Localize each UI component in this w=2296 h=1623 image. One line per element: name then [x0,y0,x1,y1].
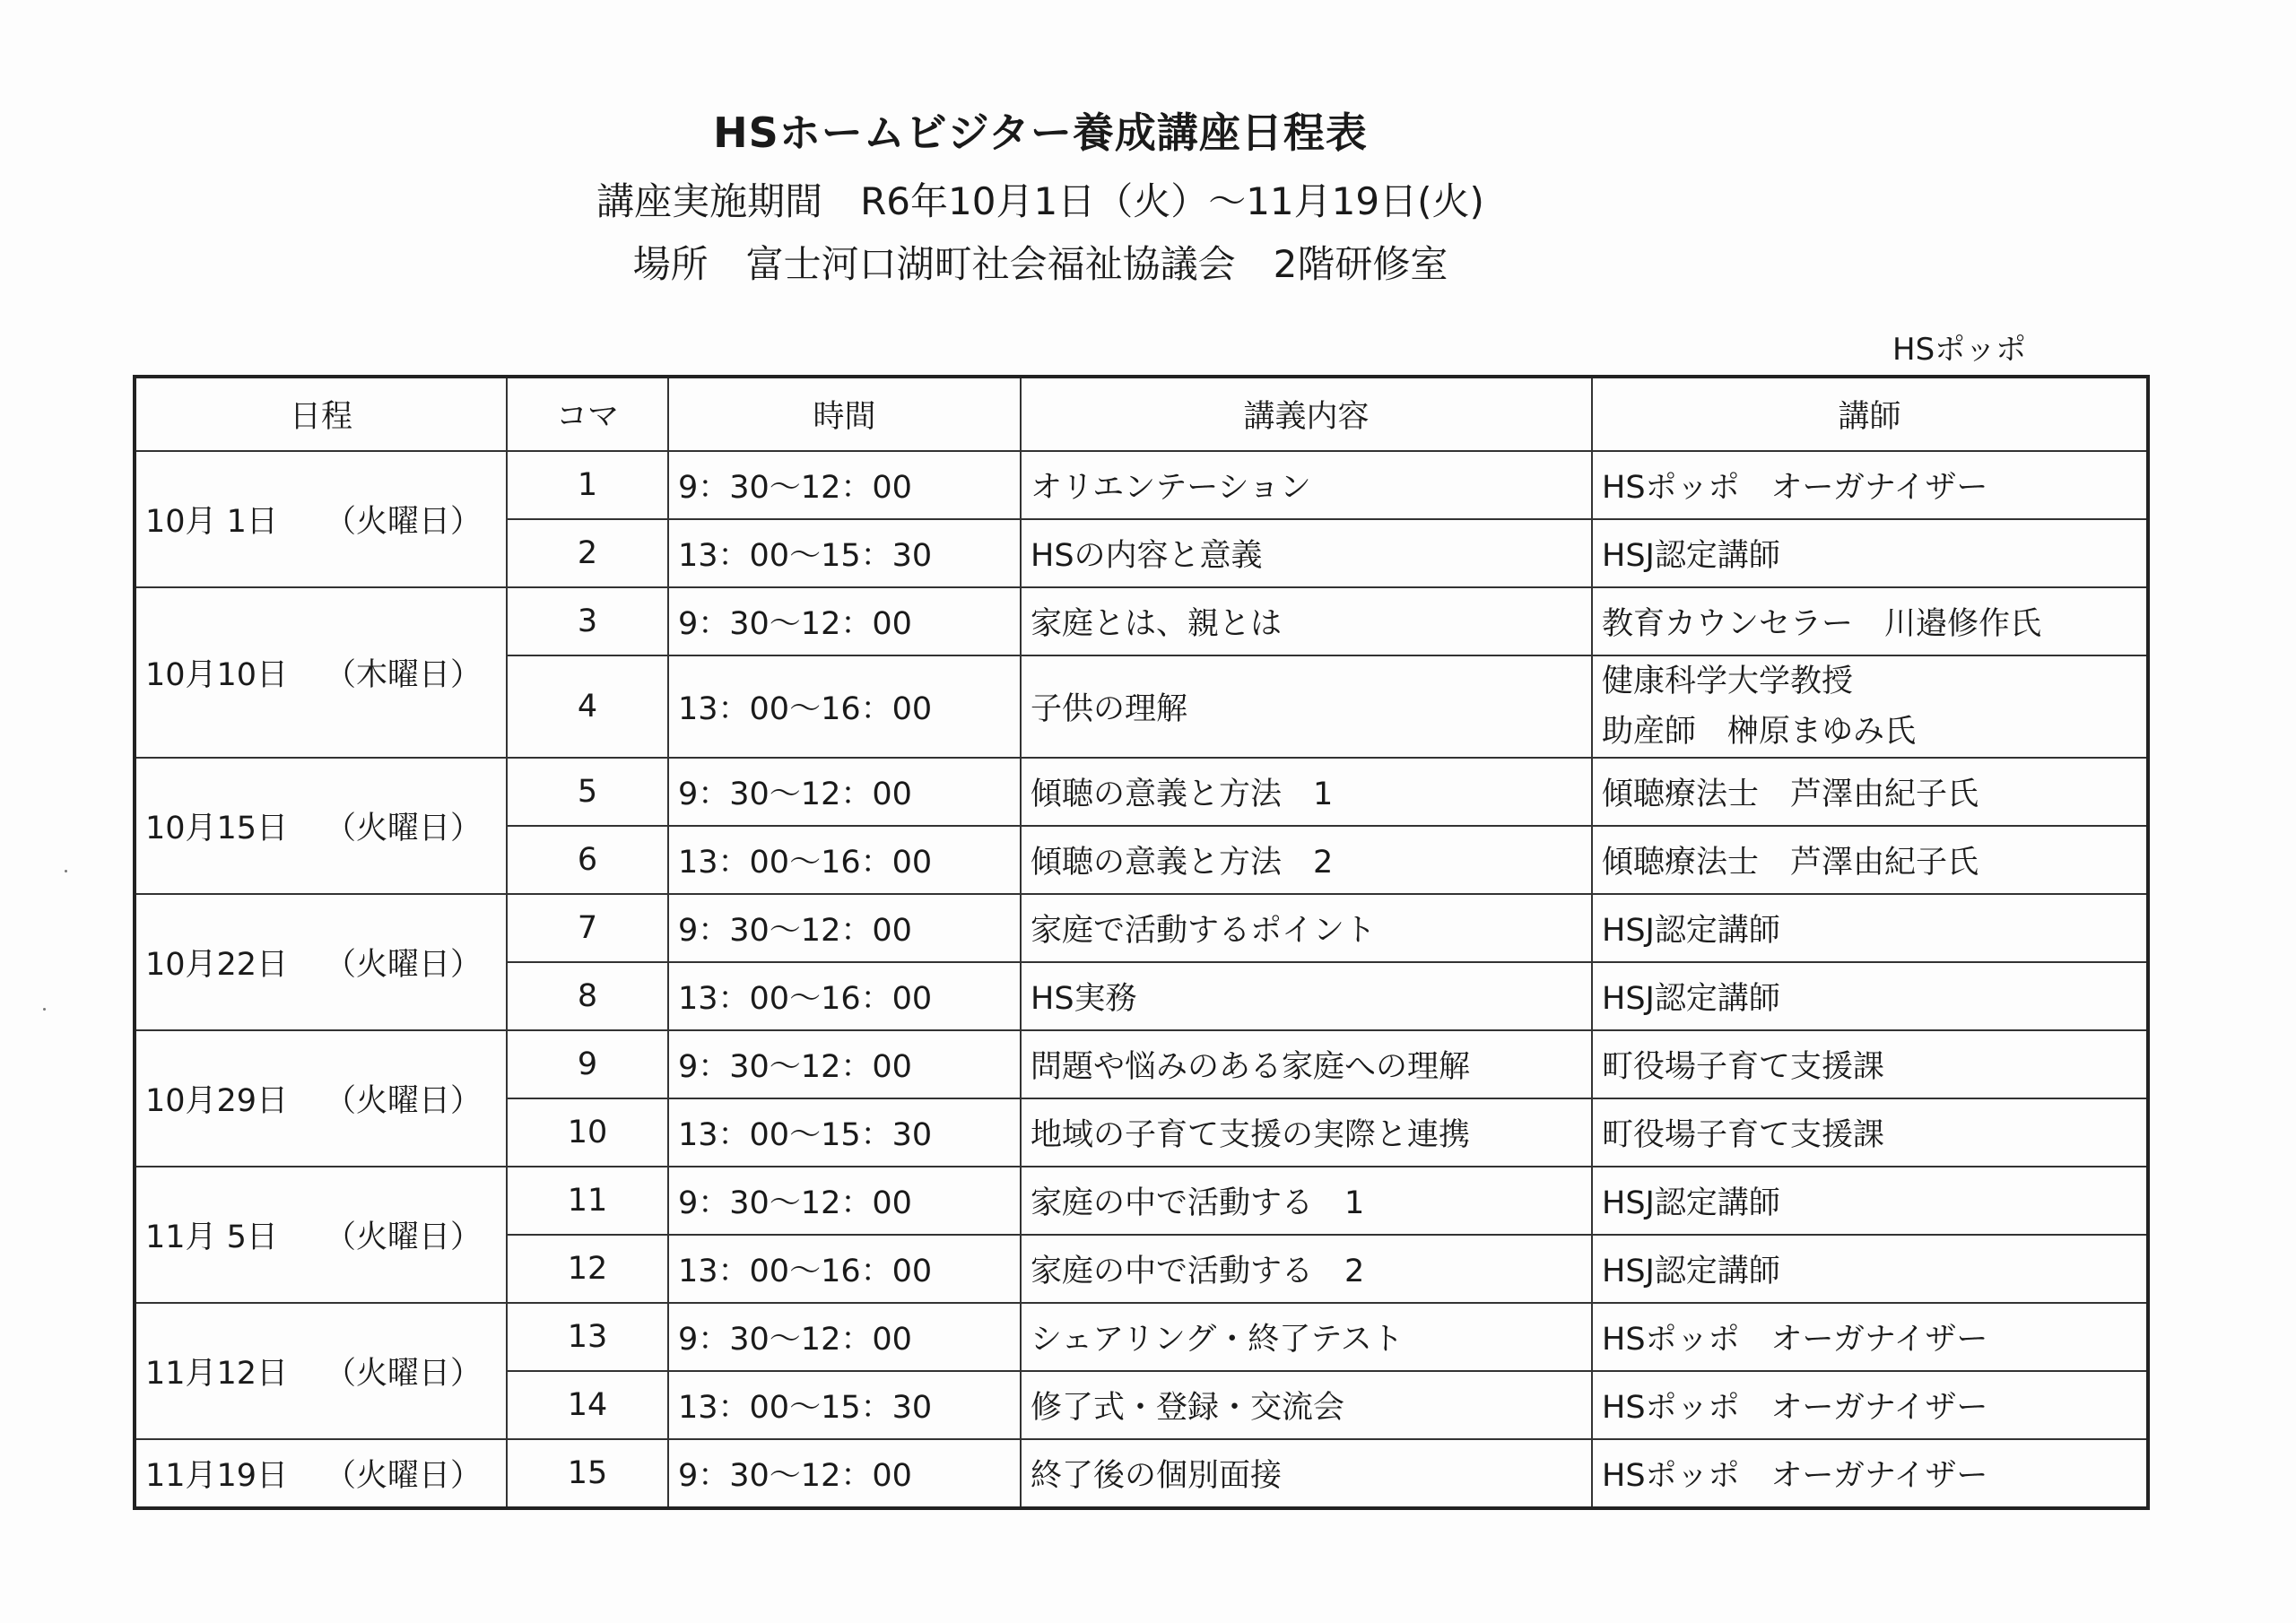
koma-cell: 10 [507,1098,668,1167]
table-row [135,1030,2148,1098]
weekday-text: （火曜日） [325,1083,483,1119]
organizer-name: HSポッポ [1892,332,2027,368]
koma-cell: 6 [507,826,668,894]
teacher-cell: HSJ認定講師 [1592,1235,2148,1303]
date-cell [135,1303,507,1439]
time-cell: 9：30～12：00 [668,894,1021,962]
content-cell: 修了式・登録・交流会 [1021,1371,1592,1439]
weekday-text: （火曜日） [325,947,483,983]
date-text: 11月19日 [145,1458,289,1494]
table-row [135,758,2148,826]
date-cell [135,1439,507,1508]
teacher-cell: 傾聴療法士 芦澤由紀子氏 [1592,758,2148,826]
content-cell: HS実務 [1021,962,1592,1030]
date-text: 10月29日 [145,1083,289,1119]
time-cell: 13：00～15：30 [668,1098,1021,1167]
teacher-cell: 教育カウンセラー 川邉修作氏 [1592,587,2148,655]
table-row [135,1167,2148,1235]
teacher-cell: HSポッポ オーガナイザー [1592,1303,2148,1371]
time-cell: 9：30～12：00 [668,1030,1021,1098]
time-cell: 9：30～12：00 [668,1303,1021,1371]
content-cell: 家庭とは、親とは [1021,587,1592,655]
content-cell: 家庭の中で活動する 2 [1021,1235,1592,1303]
table-row [135,1303,2148,1371]
weekday-text: （火曜日） [325,504,483,540]
koma-cell: 15 [507,1439,668,1508]
time-cell: 9：30～12：00 [668,587,1021,655]
teacher-cell: HSJ認定講師 [1592,894,2148,962]
content-cell: HSの内容と意義 [1021,519,1592,587]
koma-cell: 5 [507,758,668,826]
koma-cell: 14 [507,1371,668,1439]
teacher-cell: HSポッポ オーガナイザー [1592,1371,2148,1439]
header-date: 日程 [135,377,507,451]
content-cell: 傾聴の意義と方法 1 [1021,758,1592,826]
table-row [135,1439,2148,1508]
date-text: 11月 5日 [145,1219,278,1255]
koma-cell: 3 [507,587,668,655]
content-cell: 地域の子育て支援の実際と連携 [1021,1098,1592,1167]
time-cell: 13：00～15：30 [668,519,1021,587]
date-text: 10月22日 [145,947,289,983]
content-cell: シェアリング・終了テスト [1021,1303,1592,1371]
table-row [135,451,2148,519]
koma-cell: 2 [507,519,668,587]
header-content: 講義内容 [1021,377,1592,451]
teacher-cell: HSJ認定講師 [1592,962,2148,1030]
time-cell: 9：30～12：00 [668,1167,1021,1235]
date-cell [135,894,507,1030]
date-cell [135,587,507,758]
schedule-table [133,375,2150,1510]
weekday-text: （火曜日） [325,1458,483,1494]
course-period: 講座実施期間 R6年10月1日（火）～11月19日(火) [596,179,1484,223]
koma-cell: 8 [507,962,668,1030]
teacher-cell: HSポッポ オーガナイザー [1592,451,2148,519]
scan-speck [65,870,67,872]
table-row [135,587,2148,655]
content-cell: 傾聴の意義と方法 2 [1021,826,1592,894]
teacher-cell: 町役場子育て支援課 [1592,1098,2148,1167]
koma-cell: 9 [507,1030,668,1098]
teacher-cell: HSポッポ オーガナイザー [1592,1439,2148,1508]
koma-cell: 1 [507,451,668,519]
koma-cell: 7 [507,894,668,962]
koma-cell: 13 [507,1303,668,1371]
date-cell [135,1167,507,1303]
content-cell: 問題や悩みのある家庭への理解 [1021,1030,1592,1098]
koma-cell: 12 [507,1235,668,1303]
teacher-line-1: 健康科学大学教授 [1602,664,1854,699]
teacher-cell: 町役場子育て支援課 [1592,1030,2148,1098]
content-cell: 子供の理解 [1021,655,1592,758]
teacher-cell [1592,655,2148,758]
date-cell [135,1030,507,1167]
course-place: 場所 富士河口湖町社会福祉協議会 2階研修室 [632,242,1448,286]
time-cell: 9：30～12：00 [668,1439,1021,1508]
date-text: 10月15日 [145,811,289,846]
time-cell: 13：00～16：00 [668,826,1021,894]
content-cell: 終了後の個別面接 [1021,1439,1592,1508]
time-cell: 9：30～12：00 [668,451,1021,519]
koma-cell: 4 [507,655,668,758]
date-text: 11月12日 [145,1356,289,1392]
weekday-text: （火曜日） [325,811,483,846]
content-cell: 家庭の中で活動する 1 [1021,1167,1592,1235]
table-row [135,894,2148,962]
time-cell: 13：00～16：00 [668,1235,1021,1303]
teacher-cell: HSJ認定講師 [1592,519,2148,587]
header-koma: コマ [507,377,668,451]
weekday-text: （火曜日） [325,1219,483,1255]
scan-speck [43,1008,46,1011]
header-row [135,377,2148,451]
content-cell: オリエンテーション [1021,451,1592,519]
document-title: HSホームビジター養成講座日程表 [713,108,1368,157]
koma-cell: 11 [507,1167,668,1235]
teacher-line-2: 助産師 榊原まゆみ氏 [1602,714,1917,750]
content-cell: 家庭で活動するポイント [1021,894,1592,962]
header-teacher: 講師 [1592,377,2148,451]
header-time: 時間 [668,377,1021,451]
time-cell: 13：00～15：30 [668,1371,1021,1439]
date-text: 10月10日 [145,657,289,693]
time-cell: 13：00～16：00 [668,962,1021,1030]
weekday-text: （火曜日） [325,1356,483,1392]
teacher-cell: HSJ認定講師 [1592,1167,2148,1235]
date-cell [135,758,507,894]
date-text: 10月 1日 [145,504,278,540]
date-cell [135,451,507,587]
time-cell: 13：00～16：00 [668,655,1021,758]
teacher-cell: 傾聴療法士 芦澤由紀子氏 [1592,826,2148,894]
weekday-text: （木曜日） [325,657,483,693]
time-cell: 9：30～12：00 [668,758,1021,826]
